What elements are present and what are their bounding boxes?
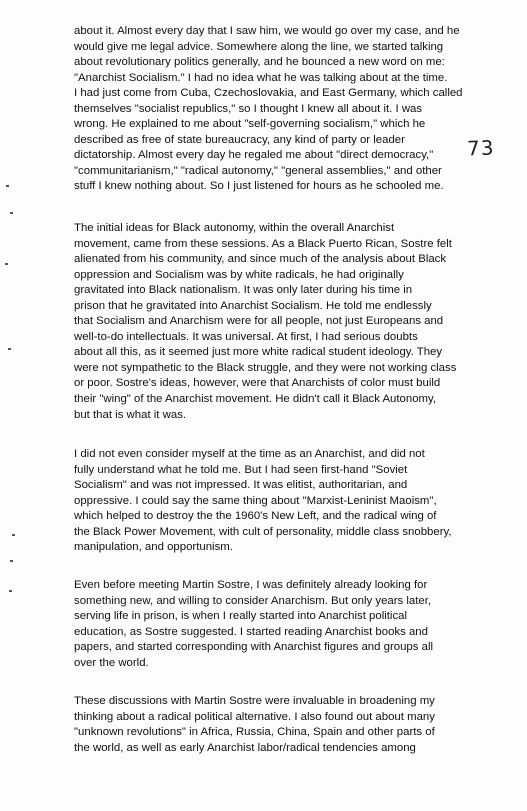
text-line: dictatorship. Almost every day he regaled me about "direct democracy," [74,149,434,162]
text-line: would give me legal advice. Somewhere along the line, we started talking [74,40,444,53]
text-line: movement, came from these sessions. As a Black Puerto Rican, Sostre felt [74,237,452,250]
scan-speck [12,534,15,536]
text-line: about revolutionary politics generally, and he bounced a new word on me: [74,56,445,69]
text-line: stuff I knew nothing about. So I just listened for hours as he schooled me. [74,180,444,193]
text-line: something new, and willing to consider Anarchism. But only years later, [74,594,432,607]
text-line: papers, and started corresponding with Anarchist figures and groups all [74,641,434,654]
text-line: prison that he gravitated into Anarchist Socialism. He told me endlessly [74,299,432,312]
scan-speck [6,185,9,187]
scan-speck [9,590,12,592]
text-line: that Socialism and Anarchism were for all people, not just Europeans and [74,315,444,328]
text-line: oppressive. I could say the same thing about "Marxist-Leninist Maoism", [74,494,437,507]
handwritten-page-number: 73 [466,135,495,161]
text-line: Even before meeting Martin Sostre, I was definitely already looking for [74,579,428,591]
paragraph-1 [74,24,504,195]
text-line: over the world. [74,656,149,669]
text-line: about it. Almost every day that I saw him, we would go over my case, and he [74,25,460,37]
text-line: gravitated into Black nationalism. It was only later during his time in [74,284,413,297]
paragraph-2 [74,221,504,423]
paragraph-3 [74,447,504,556]
paragraph-4 [74,578,504,671]
text-line: "unknown revolutions" in Africa, Russia, China, Spain and other parts of [74,726,435,739]
text-line: serving life in prison, is when I really started into Anarchist political [74,610,408,623]
text-line: were not sympathetic to the Black struggle, and they were not working class [74,361,457,374]
text-line: the Black Power Movement, with cult of personality, middle class snobbery, [74,525,452,538]
scan-speck [8,348,11,350]
text-line: I had just come from Cuba, Czechoslovakia, and East Germany, which called [74,87,463,100]
text-line: "Anarchist Socialism." I had no idea what he was talking about at the time. [74,71,448,84]
text-line: fully understand what he told me. But I had seen first-hand "Soviet [74,463,408,476]
text-line: The initial ideas for Black autonomy, within the overall Anarchist [74,222,395,234]
scan-speck [10,560,13,562]
text-line: but that is what it was. [74,408,187,421]
text-line: manipulation, and opportunism. [74,541,233,554]
scan-speck [10,212,13,214]
text-line: about all this, as it seemed just more white radical student ideology. They [74,346,443,359]
text-line: which helped to destroy the the 1960's New Left, and the radical wing of [74,510,437,523]
text-line: oppression and Socialism was by white radicals, he had originally [74,268,404,281]
text-line: alienated from his community, and since much of the analysis about Black [74,253,447,266]
text-line: the world, as well as early Anarchist labor/radical tendencies among [74,741,416,754]
paragraph-5 [74,694,504,756]
text-line: These discussions with Martin Sostre were invaluable in broadening my [74,695,435,707]
text-line: "communitarianism," "radical autonomy," "general assemblies," and other [74,164,442,177]
text-line: wrong. He explained to me about "self-governing socialism," which he [74,118,426,131]
text-line: I did not even consider myself at the time as an Anarchist, and did not [74,448,425,460]
scan-speck [5,263,8,265]
text-line: well-to-do intellectuals. It was universal. At first, I had serious doubts [74,330,418,343]
text-line: their "wing" of the Anarchist movement. He didn't call it Black Autonomy, [74,393,437,406]
text-line: described as free of state bureaucracy, any kind of party or leader [74,133,405,146]
text-line: education, as Sostre suggested. I started reading Anarchist books and [74,625,428,638]
text-line: or poor. Sostre's ideas, however, were that Anarchists of color must build [74,377,441,390]
text-line: themselves "socialist republics," so I thought I knew all about it. I was [74,102,423,115]
text-line: Socialism" and was not impressed. It was elitist, authoritarian, and [74,479,408,492]
text-line: thinking about a radical political alternative. I also found out about many [74,710,435,723]
